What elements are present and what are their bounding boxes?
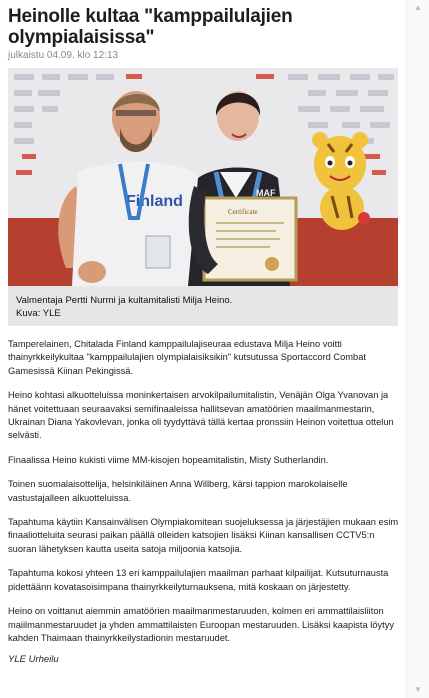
scroll-up-icon[interactable]: ▲ <box>414 3 422 12</box>
article-paragraph: Heino on voittanut aiemmin amatöörien maailmanmestaruuden, kolmen eri ammattilaisliiton maiilmanmestaruudet ja yhden ammattilaisten Euroopan mestaruuden. Lisäksi kaapista löytyy kahden Thaimaan thainyrkkeilystadionin mestaruudet. <box>8 606 395 643</box>
article-paragraph: Tapahtuma kokosi yhteen 13 eri kamppailulajien maailman parhaat kilpailijat. Kutsuturnausta pidettäänn kovatasoisimpana thainyrkkeilyturnauksena, mitä koskaan on järjestetty. <box>8 568 389 592</box>
photo-box <box>8 68 398 326</box>
article-title: Heinolle kultaa "kamppailulajien olympialaisissa" <box>8 6 293 48</box>
article-photo <box>8 68 398 286</box>
article-author: YLE Urheilu <box>8 654 59 666</box>
article-paragraph: Finaalissa Heino kukisti viime MM-kisojen hopeamitalistin, Misty Sutherlandin. <box>8 454 329 465</box>
jacket-text: MAF <box>256 188 276 198</box>
article-paragraph: Tapahtuma käytiin Kansainvälisen Olympiakomitean suojeluksessa ja järjestäjien mukaan esim finaaliotteluita seurasi paikan päällä olleiden katsojien lisäksi Kiinan kansallisen CCTV5:n suoran lähetyksen kautta useita satoja miljoonia katsojia. <box>8 517 399 554</box>
caption-credit: Kuva: YLE <box>16 308 61 319</box>
certificate-title: Certificate <box>228 208 258 216</box>
scroll-down-icon[interactable]: ▼ <box>414 685 422 694</box>
caption-text: Valmentaja Pertti Nurmi ja kultamitalisti Milja Heino. <box>16 295 233 306</box>
article-paragraph: Tamperelainen, Chitalada Finland kamppailulajiseuraa edustava Milja Heino voitti thainyrkkeilykultaa "kamppailulajien olympialaisiksikin" kutsutussa Sportaccord Combat Gamesissä Kiinan Pekingissä. <box>8 339 366 376</box>
article-paragraph: Heino kohtasi alkuotteluissa moninkertaisen arvokilpailumitalistin, Venäjän Olga Yvanovan ja hänet voitettuaan seuraavaksi semifinaaleissa hallitsevan amatöörien maailmanmestarin, Ukrainan Diana Yakovlevan, jonka oli tyydyttävä tällä kertaa pronssiin Heinon voitettua ottelun selvästi. <box>8 390 394 441</box>
article-paragraph: Toinen suomalaisottelija, helsinkiläinen Anna Willberg, kärsi tappion marokolaiselle vastustajalleen alkuotteluissa. <box>8 479 348 503</box>
publish-date: julkaistu 04.09. klo 12:13 <box>8 50 119 61</box>
vertical-scrollbar[interactable] <box>406 0 429 698</box>
article-body <box>8 338 404 665</box>
shirt-text: Finland <box>126 193 183 210</box>
photo-caption <box>8 286 398 326</box>
news-article <box>8 6 404 665</box>
certificate <box>204 198 296 280</box>
